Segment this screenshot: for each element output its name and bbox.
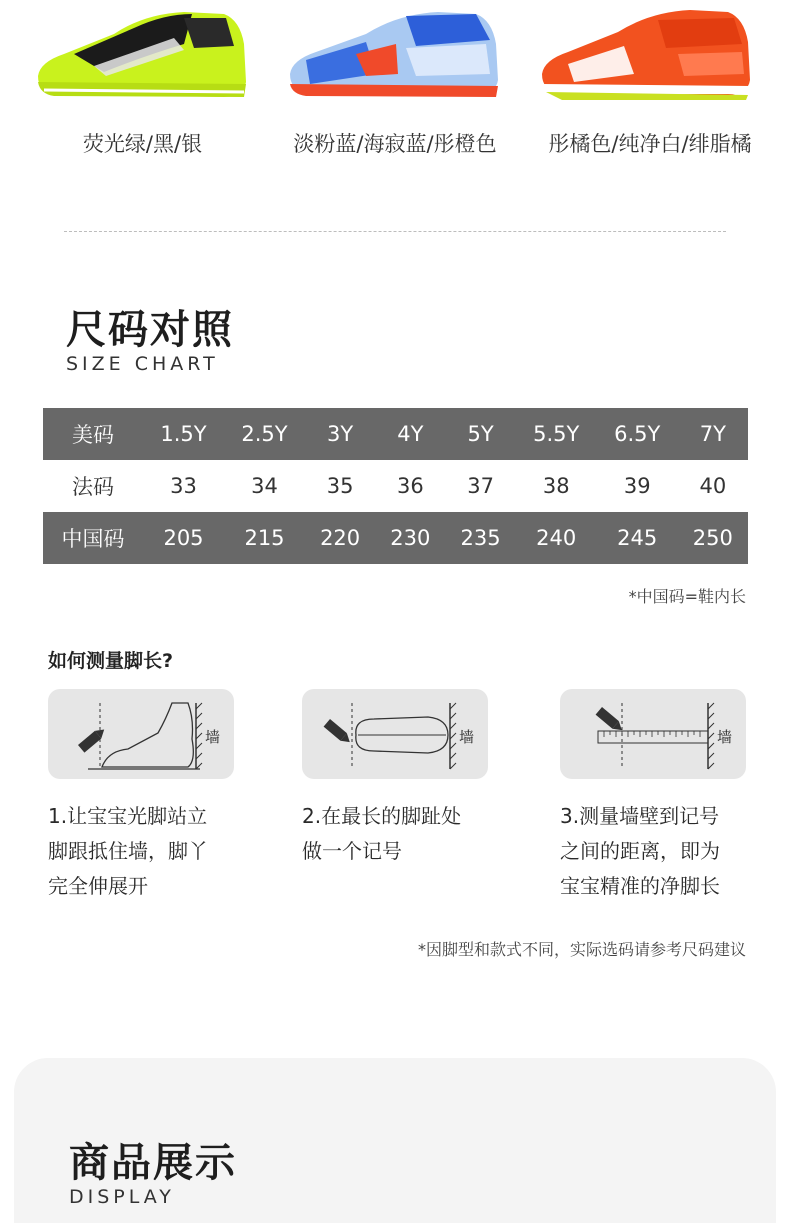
row-label: 中国码 <box>43 512 143 564</box>
table-cell: 37 <box>445 460 515 512</box>
row-label: 法码 <box>43 460 143 512</box>
foot-against-wall-icon <box>48 689 234 779</box>
table-cell: 34 <box>224 460 305 512</box>
table-row <box>43 460 748 512</box>
table-cell: 39 <box>597 460 678 512</box>
table-row <box>43 512 748 564</box>
measure-title: 如何测量脚长? <box>48 650 174 672</box>
shoe-yellow-black-image <box>34 4 249 104</box>
display-title: 商品展示 <box>69 1140 237 1186</box>
colorway-label: 彤橘色/纯净白/绯脂橘 <box>548 132 752 156</box>
table-cell: 3Y <box>305 408 375 460</box>
step-line: 1.让宝宝光脚站立 <box>48 804 208 828</box>
table-cell: 240 <box>516 512 597 564</box>
mark-longest-toe-icon <box>302 689 488 779</box>
table-cell: 36 <box>375 460 445 512</box>
wall-label: 墙 <box>717 728 733 746</box>
size-note: *中国码=鞋内长 <box>628 587 746 606</box>
table-cell: 250 <box>678 512 748 564</box>
shoe-orange-white-image <box>538 4 753 104</box>
measure-step-2 <box>302 799 502 869</box>
table-cell: 230 <box>375 512 445 564</box>
step-line: 宝宝精准的净脚长 <box>560 874 720 898</box>
display-subtitle: DISPLAY <box>69 1186 175 1208</box>
measure-step-1 <box>48 799 248 904</box>
table-cell: 215 <box>224 512 305 564</box>
table-row <box>43 408 748 460</box>
step-line: 完全伸展开 <box>48 874 148 898</box>
step-line: 3.测量墙壁到记号 <box>560 804 720 828</box>
table-cell: 35 <box>305 460 375 512</box>
size-chart-subtitle: SIZE CHART <box>66 353 219 375</box>
section-divider <box>64 231 726 232</box>
wall-label: 墙 <box>459 728 475 746</box>
measure-step-3 <box>560 799 760 904</box>
table-cell: 1.5Y <box>143 408 224 460</box>
wall-label: 墙 <box>205 728 221 746</box>
step-line: 脚跟抵住墙，脚丫 <box>48 839 208 863</box>
table-cell: 220 <box>305 512 375 564</box>
table-cell: 4Y <box>375 408 445 460</box>
table-cell: 5.5Y <box>516 408 597 460</box>
table-cell: 33 <box>143 460 224 512</box>
step-line: 之间的距离，即为 <box>560 839 720 863</box>
step-line: 2.在最长的脚趾处 <box>302 804 462 828</box>
size-table <box>43 408 748 564</box>
table-cell: 245 <box>597 512 678 564</box>
table-cell: 40 <box>678 460 748 512</box>
shoe-blue-orange-image <box>286 4 501 104</box>
ruler-measure-icon <box>560 689 746 779</box>
size-chart-title: 尺码对照 <box>66 307 234 353</box>
table-cell: 6.5Y <box>597 408 678 460</box>
colorway-section <box>0 0 790 170</box>
step-line: 做一个记号 <box>302 839 402 863</box>
size-advice-note: *因脚型和款式不同，实际选码请参考尺码建议 <box>417 940 746 959</box>
row-label: 美码 <box>43 408 143 460</box>
table-cell: 2.5Y <box>224 408 305 460</box>
table-cell: 235 <box>445 512 515 564</box>
table-cell: 38 <box>516 460 597 512</box>
table-cell: 205 <box>143 512 224 564</box>
table-cell: 5Y <box>445 408 515 460</box>
colorway-label: 淡粉蓝/海寂蓝/彤橙色 <box>293 132 497 156</box>
table-cell: 7Y <box>678 408 748 460</box>
colorway-label: 荧光绿/黑/银 <box>82 132 203 156</box>
